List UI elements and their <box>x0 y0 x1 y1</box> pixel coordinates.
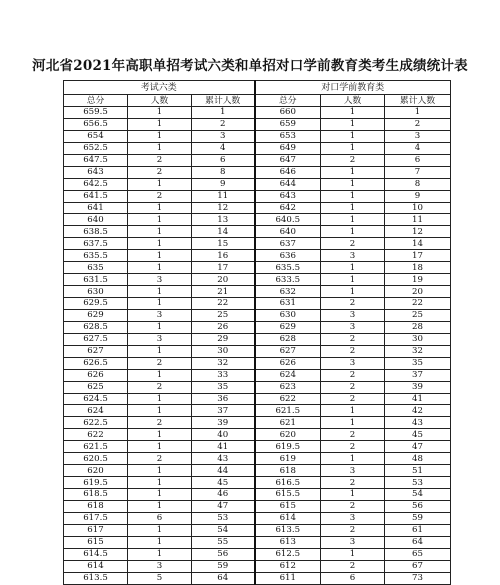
table-cell: 618 <box>255 465 321 477</box>
table-cell: 1 <box>128 238 192 250</box>
table-row <box>64 130 451 142</box>
table-cell: 28 <box>385 321 451 333</box>
table-cell: 1 <box>128 489 192 501</box>
table-cell: 59 <box>385 512 451 524</box>
table-cell: 56 <box>385 500 451 512</box>
table-cell: 643 <box>64 166 128 178</box>
table-row <box>64 226 451 238</box>
table-cell: 9 <box>385 190 451 202</box>
table-cell: 2 <box>321 393 385 405</box>
table-cell: 614.5 <box>64 548 128 560</box>
table-row <box>64 178 451 190</box>
table-cell: 620.5 <box>64 453 128 465</box>
table-cell: 1 <box>128 321 192 333</box>
table-cell: 619.5 <box>255 441 321 453</box>
table-cell: 12 <box>385 226 451 238</box>
table-cell: 11 <box>385 214 451 226</box>
table-cell: 627.5 <box>64 333 128 345</box>
table-cell: 2 <box>321 524 385 536</box>
table-cell: 1 <box>321 130 385 142</box>
table-cell: 626 <box>255 357 321 369</box>
table-row <box>64 238 451 250</box>
table-cell: 654 <box>64 130 128 142</box>
table-cell: 637.5 <box>64 238 128 250</box>
table-cell: 628.5 <box>64 321 128 333</box>
table-cell: 1 <box>128 369 192 381</box>
table-cell: 3 <box>321 357 385 369</box>
table-cell: 621 <box>255 417 321 429</box>
table-cell: 25 <box>385 309 451 321</box>
table-cell: 615 <box>64 536 128 548</box>
page-title: 河北省2021年高职单招考试六类和单招对口学前教育类考生成绩统计表 <box>32 58 468 74</box>
table-cell: 1 <box>128 405 192 417</box>
table-cell: 624 <box>64 405 128 417</box>
table-cell: 1 <box>321 107 385 119</box>
table-cell: 622.5 <box>64 417 128 429</box>
table-cell: 1 <box>128 130 192 142</box>
table-cell: 2 <box>385 118 451 130</box>
table-row <box>64 118 451 130</box>
table-cell: 2 <box>128 190 192 202</box>
table-cell: 630 <box>255 309 321 321</box>
table-cell: 1 <box>321 548 385 560</box>
table-cell: 3 <box>128 333 192 345</box>
table-cell: 65 <box>385 548 451 560</box>
table-cell: 8 <box>192 166 255 178</box>
table-cell: 1 <box>128 465 192 477</box>
table-cell: 629 <box>64 309 128 321</box>
table-row <box>64 154 451 166</box>
table-cell: 46 <box>192 489 255 501</box>
table-cell: 1 <box>128 298 192 310</box>
table-row <box>64 166 451 178</box>
table-row <box>64 262 451 274</box>
table-cell: 613 <box>255 536 321 548</box>
table-cell: 635.5 <box>255 262 321 274</box>
table-cell: 53 <box>385 477 451 489</box>
table-cell: 1 <box>128 202 192 214</box>
table-cell: 638.5 <box>64 226 128 238</box>
table-cell: 40 <box>192 429 255 441</box>
table-cell: 642 <box>255 202 321 214</box>
table-row <box>64 477 451 489</box>
table-cell: 659.5 <box>64 107 128 119</box>
table-cell: 54 <box>385 489 451 501</box>
table-cell: 21 <box>192 286 255 298</box>
table-cell: 2 <box>321 560 385 572</box>
table-cell: 2 <box>321 298 385 310</box>
column-header: 累计人数 <box>385 95 451 107</box>
table-cell: 626.5 <box>64 357 128 369</box>
table-cell: 641 <box>64 202 128 214</box>
table-cell: 1 <box>321 142 385 154</box>
table-cell: 16 <box>192 250 255 262</box>
table-cell: 1 <box>321 190 385 202</box>
table-cell: 643 <box>255 190 321 202</box>
table-cell: 1 <box>128 250 192 262</box>
table-row <box>64 536 451 548</box>
table-cell: 45 <box>385 429 451 441</box>
table-cell: 1 <box>321 489 385 501</box>
table-cell: 3 <box>385 130 451 142</box>
table-cell: 44 <box>192 465 255 477</box>
table-cell: 2 <box>128 381 192 393</box>
table-row <box>64 190 451 202</box>
table-cell: 659 <box>255 118 321 130</box>
table-cell: 9 <box>192 178 255 190</box>
table-cell: 56 <box>192 548 255 560</box>
table-row <box>64 405 451 417</box>
table-cell: 624.5 <box>64 393 128 405</box>
table-cell: 2 <box>128 417 192 429</box>
table-cell: 2 <box>128 357 192 369</box>
table-row <box>64 512 451 524</box>
table-cell: 1 <box>321 118 385 130</box>
table-cell: 5 <box>128 572 192 584</box>
table-cell: 64 <box>385 536 451 548</box>
table-cell: 48 <box>385 453 451 465</box>
column-header: 总分 <box>255 95 321 107</box>
table-row <box>64 381 451 393</box>
table-cell: 2 <box>321 381 385 393</box>
table-cell: 6 <box>385 154 451 166</box>
table-cell: 43 <box>192 453 255 465</box>
table-cell: 1 <box>192 107 255 119</box>
table-cell: 1 <box>321 178 385 190</box>
table-cell: 13 <box>192 214 255 226</box>
table-cell: 2 <box>321 477 385 489</box>
table-cell: 642.5 <box>64 178 128 190</box>
table-cell: 4 <box>385 142 451 154</box>
table-cell: 656.5 <box>64 118 128 130</box>
table-cell: 614 <box>255 512 321 524</box>
table-cell: 615.5 <box>255 489 321 501</box>
column-header: 累计人数 <box>192 95 255 107</box>
table-row <box>64 500 451 512</box>
table-row <box>64 524 451 536</box>
table-cell: 617.5 <box>64 512 128 524</box>
table-row <box>64 345 451 357</box>
table-cell: 54 <box>192 524 255 536</box>
table-cell: 1 <box>128 345 192 357</box>
table-cell: 3 <box>128 309 192 321</box>
table-cell: 619 <box>255 453 321 465</box>
table-cell: 617 <box>64 524 128 536</box>
table-cell: 59 <box>192 560 255 572</box>
group-header-six-categories: 考试六类 <box>64 81 255 95</box>
table-cell: 35 <box>192 381 255 393</box>
column-header: 总分 <box>64 95 128 107</box>
table-cell: 618 <box>64 500 128 512</box>
table-cell: 641.5 <box>64 190 128 202</box>
table-cell: 618.5 <box>64 489 128 501</box>
table-cell: 635.5 <box>64 250 128 262</box>
table-cell: 53 <box>192 512 255 524</box>
table-cell: 29 <box>192 333 255 345</box>
table-cell: 14 <box>192 226 255 238</box>
table-cell: 32 <box>385 345 451 357</box>
table-cell: 621.5 <box>64 441 128 453</box>
table-cell: 11 <box>192 190 255 202</box>
table-cell: 39 <box>192 417 255 429</box>
table-cell: 17 <box>192 262 255 274</box>
table-cell: 67 <box>385 560 451 572</box>
table-cell: 640 <box>64 214 128 226</box>
table-cell: 30 <box>192 345 255 357</box>
table-cell: 640 <box>255 226 321 238</box>
table-cell: 1 <box>128 441 192 453</box>
table-cell: 43 <box>385 417 451 429</box>
table-cell: 1 <box>385 107 451 119</box>
table-cell: 631 <box>255 298 321 310</box>
table-cell: 615 <box>255 500 321 512</box>
table-cell: 1 <box>321 405 385 417</box>
table-cell: 25 <box>192 309 255 321</box>
table-cell: 622 <box>64 429 128 441</box>
table-row <box>64 107 451 119</box>
table-cell: 3 <box>321 250 385 262</box>
table-cell: 613.5 <box>64 572 128 584</box>
table-cell: 1 <box>321 417 385 429</box>
table-cell: 20 <box>192 274 255 286</box>
table-cell: 3 <box>321 321 385 333</box>
table-cell: 47 <box>192 500 255 512</box>
table-cell: 619.5 <box>64 477 128 489</box>
table-cell: 1 <box>128 107 192 119</box>
table-row <box>64 333 451 345</box>
table-cell: 4 <box>192 142 255 154</box>
table-cell: 1 <box>128 548 192 560</box>
table-cell: 1 <box>128 178 192 190</box>
table-cell: 2 <box>321 500 385 512</box>
table-cell: 17 <box>385 250 451 262</box>
table-row <box>64 321 451 333</box>
table-cell: 613.5 <box>255 524 321 536</box>
table-cell: 632 <box>255 286 321 298</box>
table-row <box>64 274 451 286</box>
table-cell: 10 <box>385 202 451 214</box>
table-cell: 1 <box>128 500 192 512</box>
table-cell: 32 <box>192 357 255 369</box>
table-cell: 47 <box>385 441 451 453</box>
score-table-container <box>63 80 450 585</box>
table-cell: 636 <box>255 250 321 262</box>
table-row <box>64 548 451 560</box>
table-cell: 2 <box>321 333 385 345</box>
table-cell: 630 <box>64 286 128 298</box>
table-cell: 6 <box>321 572 385 584</box>
table-cell: 3 <box>192 130 255 142</box>
table-cell: 64 <box>192 572 255 584</box>
table-cell: 624 <box>255 369 321 381</box>
table-row <box>64 393 451 405</box>
table-row <box>64 560 451 572</box>
table-cell: 1 <box>321 226 385 238</box>
score-table <box>63 80 451 585</box>
table-cell: 627 <box>64 345 128 357</box>
table-cell: 18 <box>385 262 451 274</box>
table-cell: 2 <box>128 166 192 178</box>
table-cell: 1 <box>321 262 385 274</box>
table-cell: 6 <box>128 512 192 524</box>
table-cell: 2 <box>321 369 385 381</box>
table-cell: 14 <box>385 238 451 250</box>
table-cell: 623 <box>255 381 321 393</box>
table-cell: 652.5 <box>64 142 128 154</box>
table-cell: 2 <box>192 118 255 130</box>
group-header-row <box>64 81 451 95</box>
table-cell: 1 <box>128 393 192 405</box>
table-cell: 61 <box>385 524 451 536</box>
table-row <box>64 309 451 321</box>
table-cell: 621.5 <box>255 405 321 417</box>
table-cell: 33 <box>192 369 255 381</box>
table-cell: 1 <box>321 453 385 465</box>
table-cell: 616.5 <box>255 477 321 489</box>
table-cell: 73 <box>385 572 451 584</box>
table-cell: 1 <box>128 262 192 274</box>
table-row <box>64 357 451 369</box>
table-row <box>64 417 451 429</box>
table-row <box>64 429 451 441</box>
table-cell: 1 <box>128 118 192 130</box>
table-cell: 620 <box>255 429 321 441</box>
table-cell: 42 <box>385 405 451 417</box>
table-cell: 15 <box>192 238 255 250</box>
table-cell: 37 <box>192 405 255 417</box>
table-cell: 612.5 <box>255 548 321 560</box>
table-cell: 1 <box>128 142 192 154</box>
table-cell: 2 <box>321 154 385 166</box>
table-cell: 653 <box>255 130 321 142</box>
table-row <box>64 142 451 154</box>
table-cell: 3 <box>321 512 385 524</box>
table-cell: 3 <box>321 465 385 477</box>
table-cell: 660 <box>255 107 321 119</box>
table-cell: 1 <box>128 536 192 548</box>
table-cell: 1 <box>128 524 192 536</box>
table-cell: 633.5 <box>255 274 321 286</box>
table-cell: 3 <box>321 309 385 321</box>
group-header-preschool: 对口学前教育类 <box>255 81 451 95</box>
table-cell: 2 <box>321 441 385 453</box>
table-row <box>64 202 451 214</box>
table-cell: 8 <box>385 178 451 190</box>
table-cell: 631.5 <box>64 274 128 286</box>
table-row <box>64 286 451 298</box>
table-cell: 644 <box>255 178 321 190</box>
table-row <box>64 465 451 477</box>
table-cell: 629.5 <box>64 298 128 310</box>
table-row <box>64 298 451 310</box>
table-row <box>64 250 451 262</box>
table-cell: 614 <box>64 560 128 572</box>
table-cell: 626 <box>64 369 128 381</box>
table-cell: 628 <box>255 333 321 345</box>
table-cell: 3 <box>128 274 192 286</box>
table-cell: 2 <box>321 429 385 441</box>
table-cell: 622 <box>255 393 321 405</box>
table-cell: 35 <box>385 357 451 369</box>
table-cell: 41 <box>192 441 255 453</box>
table-cell: 637 <box>255 238 321 250</box>
table-cell: 640.5 <box>255 214 321 226</box>
table-cell: 20 <box>385 286 451 298</box>
table-cell: 37 <box>385 369 451 381</box>
table-cell: 1 <box>321 214 385 226</box>
column-header-row <box>64 95 451 107</box>
table-cell: 12 <box>192 202 255 214</box>
table-cell: 51 <box>385 465 451 477</box>
table-cell: 41 <box>385 393 451 405</box>
table-cell: 2 <box>321 238 385 250</box>
table-cell: 612 <box>255 560 321 572</box>
table-cell: 611 <box>255 572 321 584</box>
table-cell: 22 <box>192 298 255 310</box>
table-cell: 1 <box>321 202 385 214</box>
table-cell: 1 <box>128 214 192 226</box>
table-cell: 1 <box>128 226 192 238</box>
table-cell: 1 <box>128 429 192 441</box>
table-cell: 2 <box>321 345 385 357</box>
table-cell: 2 <box>128 154 192 166</box>
table-cell: 1 <box>321 166 385 178</box>
table-cell: 19 <box>385 274 451 286</box>
table-cell: 3 <box>128 560 192 572</box>
table-row <box>64 214 451 226</box>
table-cell: 2 <box>128 453 192 465</box>
table-cell: 1 <box>321 274 385 286</box>
table-cell: 620 <box>64 465 128 477</box>
table-cell: 647.5 <box>64 154 128 166</box>
table-cell: 649 <box>255 142 321 154</box>
table-cell: 625 <box>64 381 128 393</box>
table-cell: 6 <box>192 154 255 166</box>
table-cell: 30 <box>385 333 451 345</box>
table-cell: 646 <box>255 166 321 178</box>
column-header: 人数 <box>128 95 192 107</box>
table-row <box>64 453 451 465</box>
table-row <box>64 441 451 453</box>
table-row <box>64 369 451 381</box>
table-cell: 22 <box>385 298 451 310</box>
table-cell: 647 <box>255 154 321 166</box>
table-cell: 7 <box>385 166 451 178</box>
table-cell: 36 <box>192 393 255 405</box>
table-cell: 45 <box>192 477 255 489</box>
table-cell: 635 <box>64 262 128 274</box>
table-row <box>64 572 451 584</box>
column-header: 人数 <box>321 95 385 107</box>
table-cell: 629 <box>255 321 321 333</box>
table-cell: 55 <box>192 536 255 548</box>
table-cell: 1 <box>128 477 192 489</box>
table-row <box>64 489 451 501</box>
table-cell: 1 <box>128 286 192 298</box>
table-cell: 627 <box>255 345 321 357</box>
table-cell: 3 <box>321 536 385 548</box>
table-cell: 1 <box>321 286 385 298</box>
table-cell: 39 <box>385 381 451 393</box>
table-cell: 26 <box>192 321 255 333</box>
